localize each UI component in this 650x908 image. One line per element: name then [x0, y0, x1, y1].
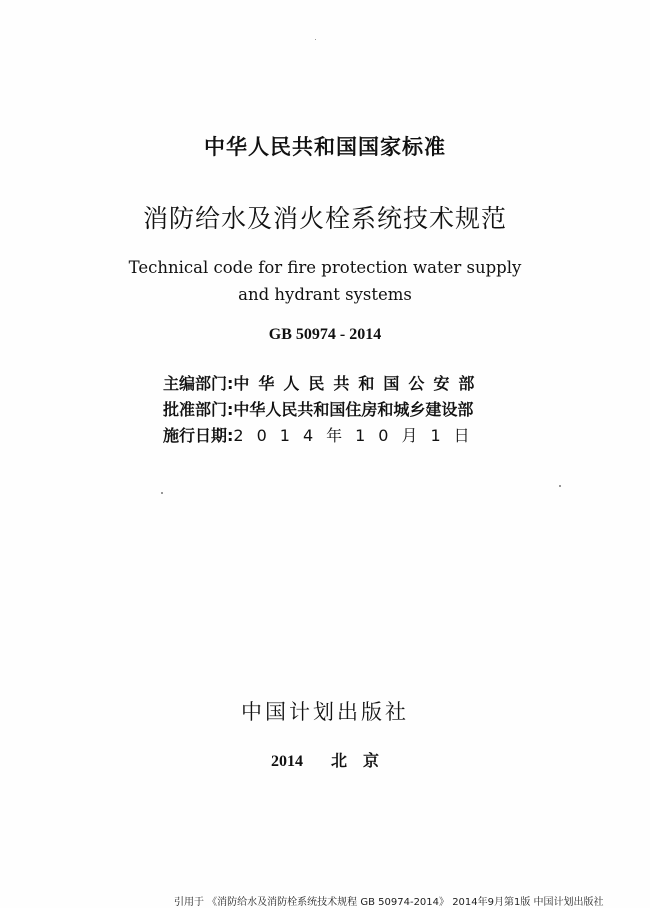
publication-place: [0, 748, 650, 771]
editor-row: [163, 371, 483, 394]
title-chinese: 消防给水及消火栓系统技术规范: [142, 204, 507, 233]
approver-value: 中华人民共和国住房和城乡建设部: [233, 400, 474, 419]
date-label: 施行日期:: [163, 426, 234, 445]
publication-city: 北 京: [330, 753, 379, 770]
scan-speck: [161, 492, 163, 494]
approver-row: [163, 397, 473, 420]
scan-speck: [559, 485, 561, 487]
title-english: Technical code for fire protection water supply and hydrant systems: [128, 258, 522, 304]
editor-value: 中华人民共和国公安部: [233, 374, 484, 393]
publication-year: 2014: [270, 753, 303, 770]
editor-label: 主编部门:: [163, 374, 234, 393]
approver-label: 批准部门:: [163, 400, 234, 419]
standard-code: GB 50974 - 2014: [268, 326, 382, 343]
standard-category: 中华人民共和国国家标准: [204, 135, 446, 159]
citation-footer: 引用于 《消防给水及消防栓系统技术规程 GB 50974-2014》 2014年9月第1版 中国计划出版社: [174, 897, 604, 908]
effective-date-row: [163, 423, 483, 446]
publisher-name: 中国计划出版社: [241, 700, 409, 724]
date-value: 2014年10月1日: [233, 426, 483, 445]
scan-speck: [315, 39, 316, 40]
